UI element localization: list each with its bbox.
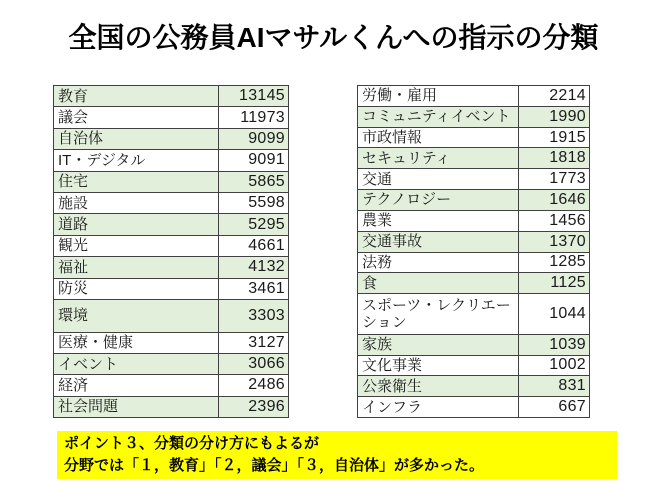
category-cell: 自治体 xyxy=(54,129,219,149)
table-row xyxy=(54,107,288,128)
table-row xyxy=(54,257,288,278)
table-row xyxy=(358,169,589,190)
category-cell: 食 xyxy=(358,273,519,293)
category-cell: 家族 xyxy=(358,335,519,355)
table-row xyxy=(54,333,288,354)
category-cell: 文化事業 xyxy=(358,356,519,376)
value-cell: 13145 xyxy=(239,87,285,105)
value-cell: 4132 xyxy=(248,258,285,276)
value-cell: 9091 xyxy=(248,151,285,169)
value-cell: 1044 xyxy=(549,304,586,322)
value-cell: 2396 xyxy=(248,397,285,415)
table-row xyxy=(54,375,288,396)
value-cell: 3127 xyxy=(248,333,285,351)
value-cell: 1125 xyxy=(550,274,586,292)
value-cell: 2486 xyxy=(248,376,285,394)
page-title: 全国の公務員AIマサルくんへの指示の分類 xyxy=(68,22,599,53)
category-cell: 道路 xyxy=(54,214,219,234)
category-cell: 公衆衛生 xyxy=(358,376,519,396)
table-row xyxy=(358,107,589,128)
table-row xyxy=(358,253,589,274)
value-cell: 1646 xyxy=(549,190,586,208)
value-cell: 667 xyxy=(558,398,586,416)
value-cell: 1039 xyxy=(549,335,586,353)
table-row xyxy=(358,335,589,356)
category-cell: 防災 xyxy=(54,279,219,299)
classification-table-right xyxy=(357,85,590,418)
table-row xyxy=(358,232,589,253)
category-cell: 市政情報 xyxy=(358,128,519,148)
value-cell: 1818 xyxy=(549,149,586,167)
category-cell: IT・デジタル xyxy=(54,150,219,170)
category-cell: 教育 xyxy=(54,86,219,106)
value-cell: 9099 xyxy=(248,129,285,147)
value-cell: 2214 xyxy=(549,86,586,104)
value-cell: 5598 xyxy=(248,194,285,212)
table-row xyxy=(54,129,288,150)
table-row xyxy=(358,356,589,377)
value-cell: 1990 xyxy=(549,107,586,125)
category-cell: インフラ xyxy=(358,397,519,417)
value-cell: 1002 xyxy=(549,356,586,374)
category-cell: スポーツ・レクリエーション xyxy=(358,294,519,334)
table-row xyxy=(358,273,589,294)
category-cell: 施設 xyxy=(54,193,219,213)
category-cell: 環境 xyxy=(54,300,219,332)
table-row xyxy=(54,279,288,300)
table-row xyxy=(358,294,589,335)
value-cell: 1370 xyxy=(549,232,586,250)
value-cell: 3461 xyxy=(248,279,285,297)
table-row xyxy=(54,172,288,193)
table-row xyxy=(54,354,288,375)
category-cell: 経済 xyxy=(54,375,219,395)
note-line-2: 分野では「１，教育」「２，議会」「３，自治体」が多かった。 xyxy=(64,457,485,474)
note-line-1: ポイント３、分類の分け方にもよるが xyxy=(64,435,320,452)
category-cell: コミュニティイベント xyxy=(358,107,519,127)
table-row xyxy=(358,376,589,397)
category-cell: テクノロジー xyxy=(358,190,519,210)
category-cell: 観光 xyxy=(54,236,219,256)
value-cell: 1773 xyxy=(549,170,586,188)
note-highlight xyxy=(57,431,617,479)
classification-table-left xyxy=(53,85,289,418)
table-row xyxy=(54,236,288,257)
table-row xyxy=(54,300,288,333)
value-cell: 3303 xyxy=(248,306,285,324)
value-cell: 5865 xyxy=(248,172,285,190)
table-row xyxy=(54,150,288,171)
table-row xyxy=(358,211,589,232)
table-row xyxy=(358,190,589,211)
category-cell: 議会 xyxy=(54,107,219,127)
table-row xyxy=(358,86,589,107)
value-cell: 1456 xyxy=(549,211,586,229)
table-row xyxy=(358,397,589,417)
category-cell: 農業 xyxy=(358,211,519,231)
category-cell: 住宅 xyxy=(54,172,219,192)
value-cell: 831 xyxy=(558,377,586,395)
table-row xyxy=(54,86,288,107)
table-row xyxy=(54,193,288,214)
value-cell: 5295 xyxy=(248,215,285,233)
category-cell: 交通 xyxy=(358,169,519,189)
table-row xyxy=(54,214,288,235)
category-cell: 福祉 xyxy=(54,257,219,277)
table-row xyxy=(54,397,288,417)
value-cell: 3066 xyxy=(248,355,285,373)
category-cell: 交通事故 xyxy=(358,232,519,252)
category-cell: セキュリティ xyxy=(358,148,519,168)
table-row xyxy=(358,148,589,169)
category-cell: 社会問題 xyxy=(54,397,219,417)
category-cell: 医療・健康 xyxy=(54,333,219,353)
value-cell: 11973 xyxy=(240,108,285,126)
value-cell: 1285 xyxy=(549,253,586,271)
table-row xyxy=(358,128,589,149)
value-cell: 4661 xyxy=(248,236,285,254)
category-cell: イベント xyxy=(54,354,219,374)
category-cell: 労働・雇用 xyxy=(358,86,519,106)
value-cell: 1915 xyxy=(549,128,586,146)
category-cell: 法務 xyxy=(358,253,519,273)
